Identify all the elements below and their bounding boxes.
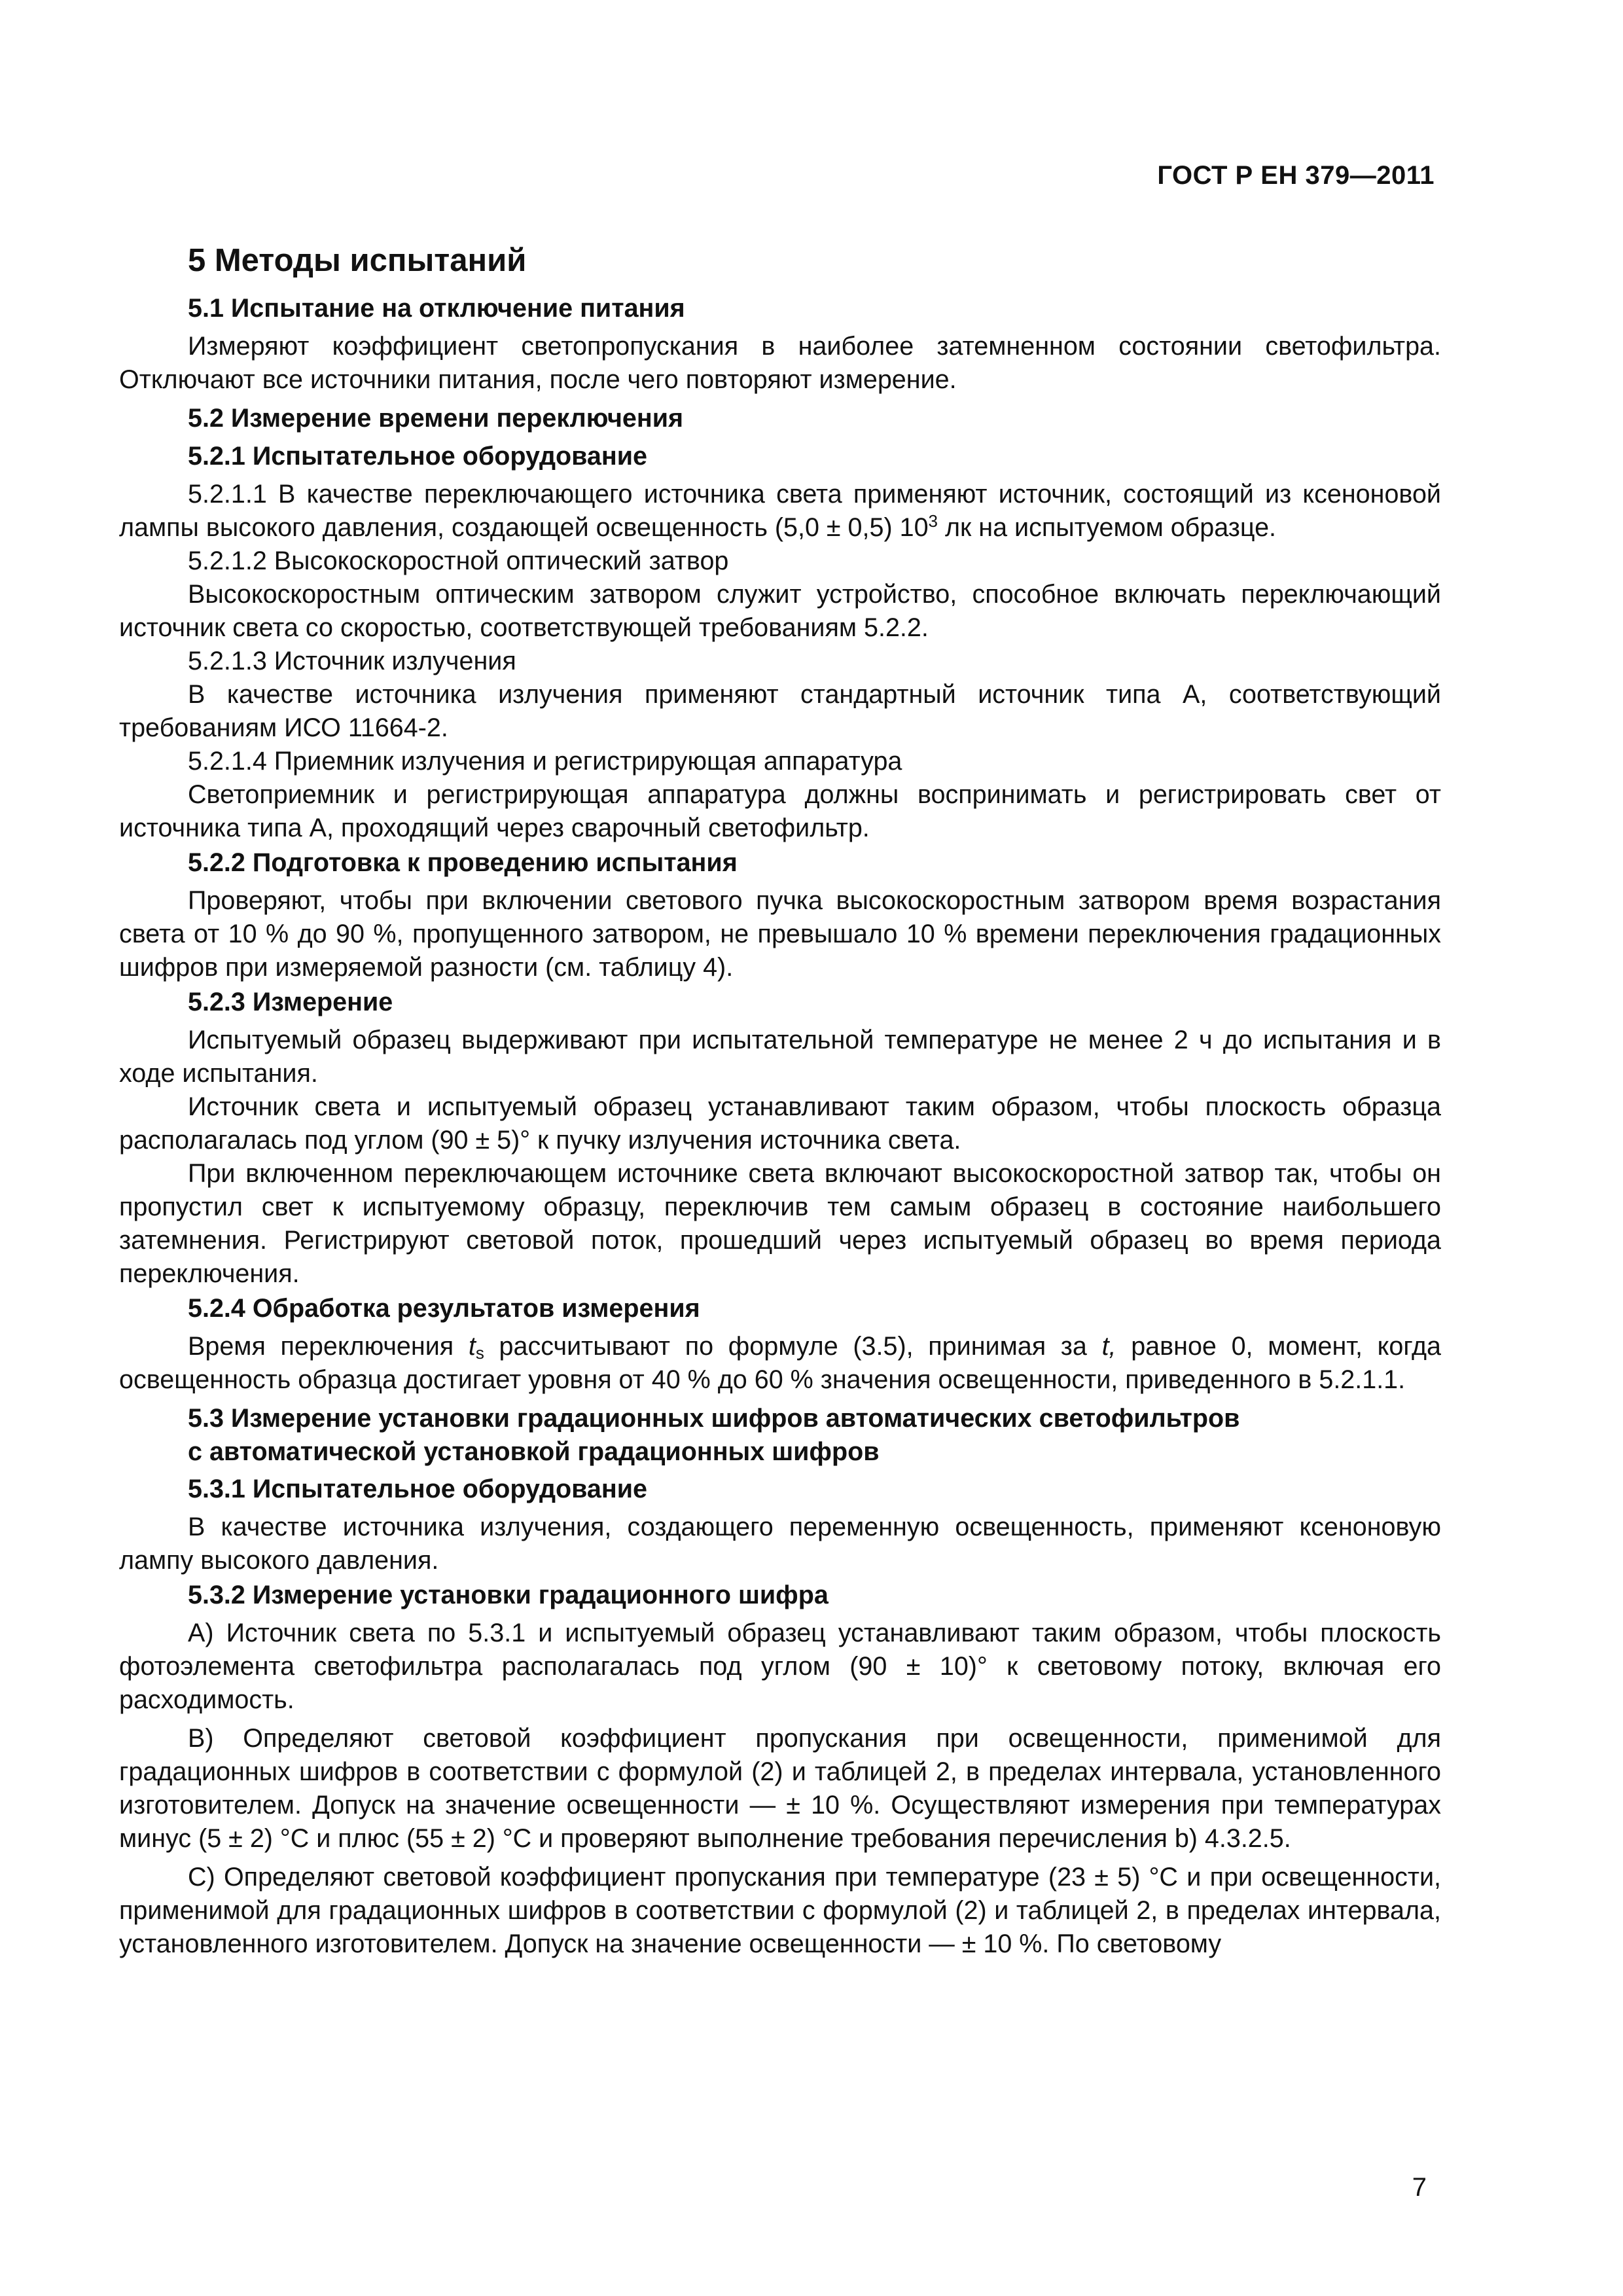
section-5-3-1-title: 5.3.1 Испытательное оборудование (188, 1475, 647, 1503)
paragraph-5-3-2-c: С) Определяют световой коэффициент пропускания при температуре (23 ± 5) °С и при освещенности, применимой для градационных шифров в соответствии с формулой (2) и таблицей 2, в пределах интервала, установленного изготовителем. Допуск на значение освещенности — ± 10 %. По световому (119, 1863, 1441, 1958)
page-body (119, 241, 1441, 1961)
paragraph-5-2-1-3: В качестве источника излучения применяют стандартный источник типа А, соответствующий требованиям ИСО 11664-2. (119, 680, 1441, 742)
paragraph-5-2-3-a: Испытуемый образец выдерживают при испытательной температуре не менее 2 ч до испытания и в ходе испытания. (119, 1026, 1441, 1088)
section-5-2-title: 5.2 Измерение времени переключения (188, 404, 684, 433)
section-5-1-paragraph: Измеряют коэффициент светопропускания в наиболее затемненном состоянии светофильтра. Отключают все источники питания, после чего повторяют измерение. (119, 332, 1441, 394)
paragraph-5-2-1-2-title: 5.2.1.2 Высокоскоростной оптический затвор (188, 547, 729, 575)
section-5-title: 5 Методы испытаний (188, 243, 527, 278)
document-code-header: ГОСТ Р ЕН 379—2011 (1157, 161, 1435, 190)
paragraph-5-2-2: Проверяют, чтобы при включении светового пучка высокоскоростным затвором время возрастания света от 10 % до 90 %, пропущенного затвором, не превышало 10 % времени переключения градационных шифров при измеряемой разности (см. таблицу 4). (119, 886, 1441, 982)
paragraph-5-2-3-b: Источник света и испытуемый образец устанавливают таким образом, чтобы плоскость образца располагалась под углом (90 ± 5)° к пучку излучения источника света. (119, 1092, 1441, 1155)
section-5-2-3-title: 5.2.3 Измерение (188, 988, 393, 1016)
page-number: 7 (1412, 2173, 1427, 2202)
section-5-2-2-title: 5.2.2 Подготовка к проведению испытания (188, 848, 738, 877)
paragraph-5-3-2-b: В) Определяют световой коэффициент пропускания при освещенности, применимой для градационных шифров в соответствии с формулой (2) и таблицей 2, в пределах интервала, установленного изготовителем. Допуск на значение освещенности — ± 10 %. Осуществляют измерения при температурах минус (5 ± 2) °С и плюс (55 ± 2) °С и проверяют выполнение требования перечисления b) 4.3.2.5. (119, 1724, 1441, 1853)
paragraph-5-2-1-1: 5.2.1.1 В качестве переключающего источника света применяют источник, состоящий из ксеноновой лампы высокого давления, создающей освещенность (5,0 ± 0,5) $10^3$ лк на испытуемом образце. (119, 480, 1441, 542)
paragraph-5-2-3-c: При включенном переключающем источнике света включают высокоскоростной затвор так, чтобы он пропустил свет к испытуемому образцу, переключив тем самым образец в состояние наибольшего затемнения. Регистрируют световой поток, прошедший через испытуемый образец во время периода переключения. (119, 1159, 1441, 1288)
paragraph-5-2-4: Время переключения $t_s$ рассчитывают по формуле (3.5), принимая за t, равное 0, момент, когда освещенность образца достигает уровня от 40 % до 60 % значения освещенности, приведенного в 5.2.1.1. (119, 1332, 1441, 1394)
paragraph-5-3-1: В качестве источника излучения, создающего переменную освещенность, применяют ксеноновую лампу высокого давления. (119, 1513, 1441, 1575)
paragraph-5-2-1-4-title: 5.2.1.4 Приемник излучения и регистрирующая аппаратура (188, 747, 902, 776)
section-5-3-2-title: 5.3.2 Измерение установки градационного шифра (188, 1581, 829, 1609)
section-5-3-title: 5.3 Измерение установки градационных шифров автоматических светофильтров с автоматической установкой градационных шифров (188, 1404, 1240, 1466)
paragraph-5-2-1-3-title: 5.2.1.3 Источник излучения (188, 647, 516, 675)
paragraph-5-2-1-4: Светоприемник и регистрирующая аппаратура должны воспринимать и регистрировать свет от источника типа А, проходящий через сварочный светофильтр. (119, 780, 1441, 842)
paragraph-5-3-2-a: А) Источник света по 5.3.1 и испытуемый образец устанавливают таким образом, чтобы плоскость фотоэлемента светофильтра располагалась под углом (90 ± 10)° к световому потоку, включая его расходимость. (119, 1619, 1441, 1714)
section-5-1-title: 5.1 Испытание на отключение питания (188, 294, 685, 323)
section-5-2-1-title: 5.2.1 Испытательное оборудование (188, 442, 647, 471)
section-5-2-4-title: 5.2.4 Обработка результатов измерения (188, 1294, 700, 1323)
paragraph-5-2-1-2: Высокоскоростным оптическим затвором служит устройство, способное включать переключающий источник света со скоростью, соответствующей требованиям 5.2.2. (119, 580, 1441, 642)
